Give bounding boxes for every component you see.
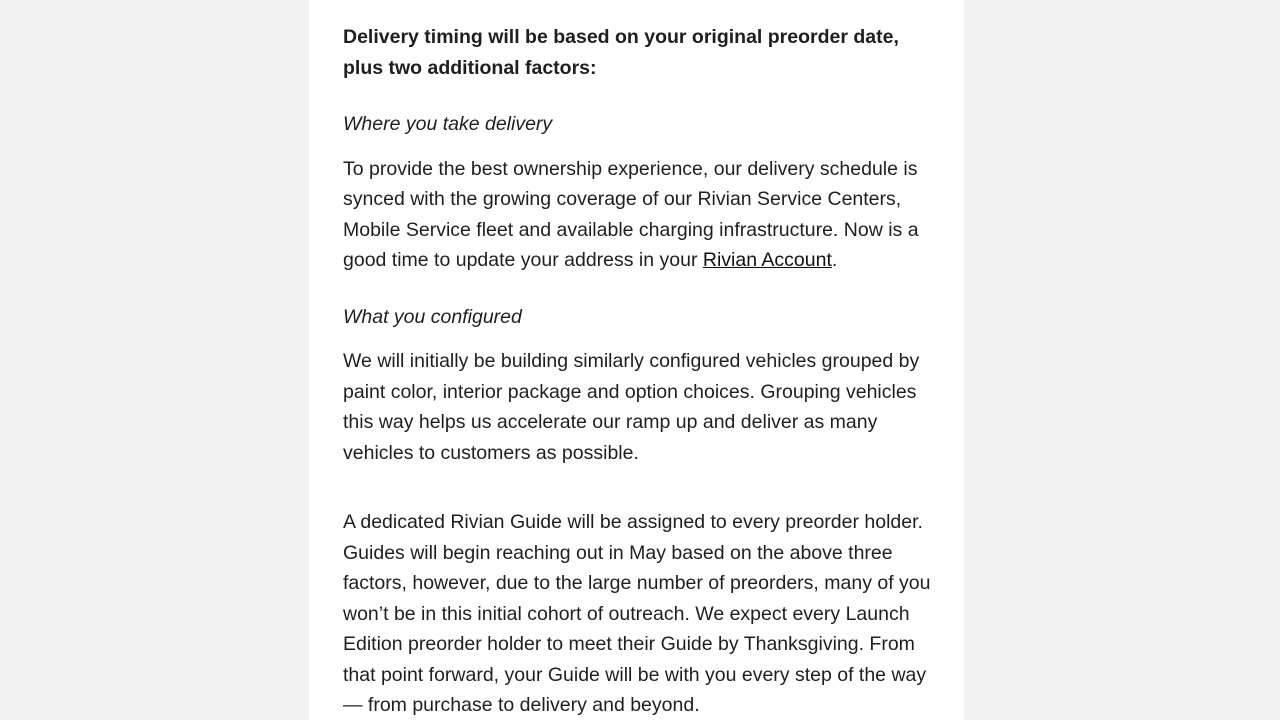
section-body-delivery-location <box>343 154 933 276</box>
guide-paragraph: A dedicated Rivian Guide will be assigned to every preorder holder. Guides will begin reaching out in May based on the above three factors, however, due to the large number of preorders, many of you won’t be in this initial cohort of outreach. We expect every Launch Edition preorder holder to meet their Guide by Thanksgiving. From that point forward, your Guide will be with you every step of the way — from purchase to delivery and beyond. <box>343 511 931 716</box>
section-heading-configuration: What you configured <box>343 305 522 328</box>
email-page <box>309 0 964 720</box>
rivian-account-link[interactable]: Rivian Account <box>702 249 832 271</box>
delivery-location-text: To provide the best ownership experience, our delivery schedule is synced with the growing coverage of our Rivian Service Centers, Mobile Service fleet and available charging infrastructure. Now is a good time to update your address in your <box>343 157 919 271</box>
section-heading-delivery-location: Where you take delivery <box>343 113 553 135</box>
intro-heading: Delivery timing will be based on your original preorder date, plus two additional factors: <box>343 26 899 79</box>
email-content <box>343 22 933 720</box>
section-body-configuration: We will initially be building similarly configured vehicles grouped by paint color, interior package and option choices. Grouping vehicles this way helps us accelerate our ramp up and deliver as many vehicles to customers as possible. <box>343 350 920 464</box>
delivery-location-text-end: . <box>831 249 838 271</box>
